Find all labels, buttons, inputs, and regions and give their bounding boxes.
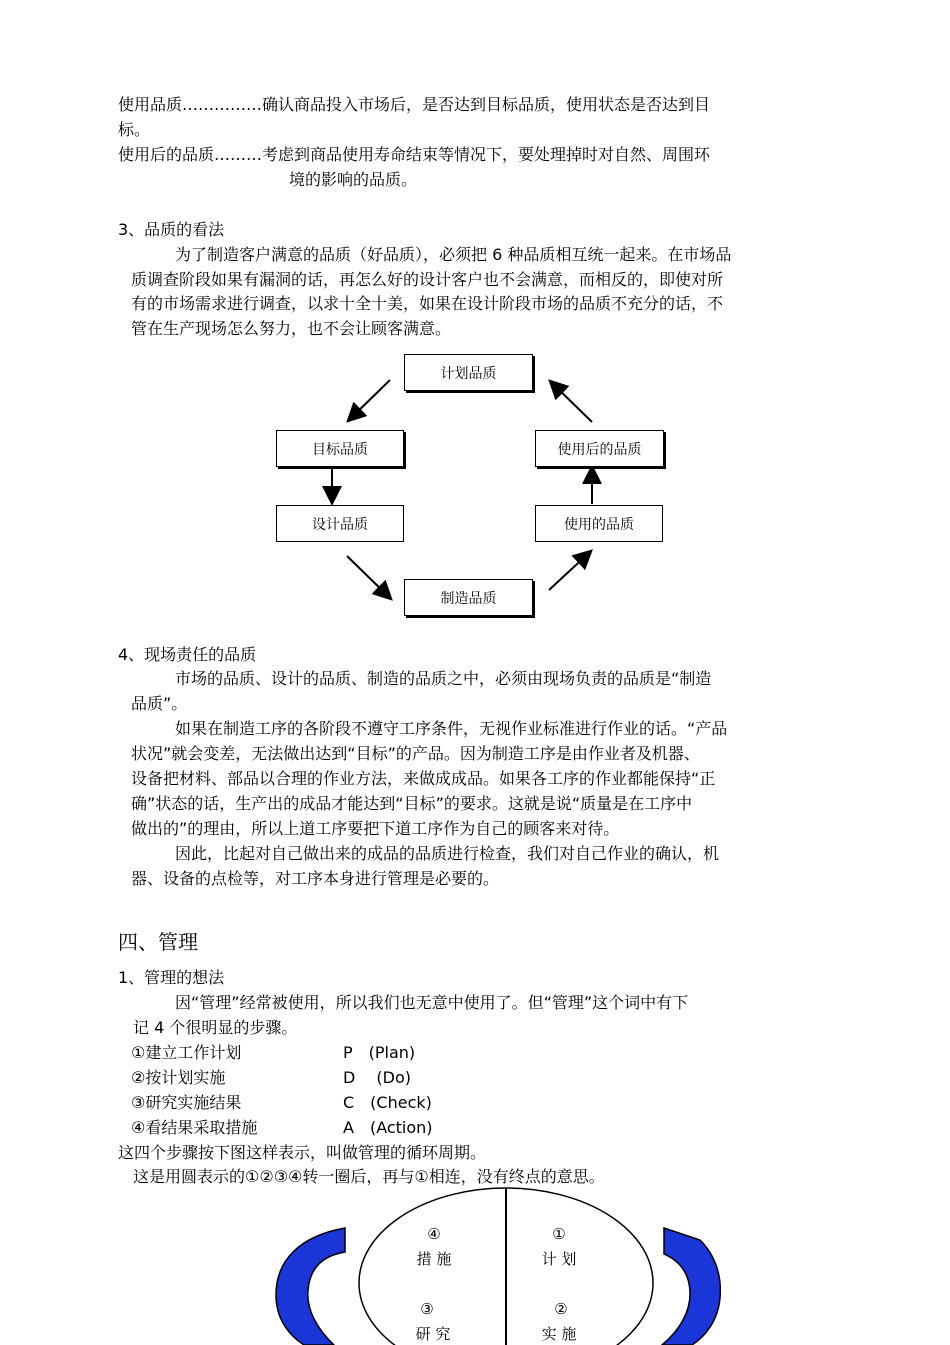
step-3-code: C (Check) (343, 1093, 432, 1112)
pdca-q1-number: ① (552, 1225, 566, 1243)
box-plan-quality: 计划品质 (404, 354, 533, 391)
box-target-quality: 目标品质 (276, 430, 404, 467)
step-1-code: P (Plan) (343, 1043, 416, 1062)
section-3-line-1: 为了制造客户满意的品质（好品质），必须把 6 种品质相互统一起来。在市场品 (175, 245, 732, 264)
pdca-q2-label: 实 施 (541, 1325, 577, 1343)
section-3-line-2: 质调查阶段如果有漏洞的话，再怎么好的设计客户也不会满意，而相反的，即使对所 (131, 270, 724, 289)
section-4-line-1: 市场的品质、设计的品质、制造的品质之中，必须由现场负责的品质是“制造 (175, 669, 712, 688)
box-manufacturing-quality: 制造品质 (404, 579, 533, 616)
management-intro-line-2: 记 4 个很明显的步骤。 (133, 1018, 298, 1037)
pdca-q4-number: ④ (427, 1225, 441, 1243)
use-quality-line-1: 使用品质……………确认商品投入市场后，是否达到目标品质，使用状态是否达到目 (118, 95, 711, 114)
step-2-code: D (Do) (343, 1068, 412, 1087)
section-4-line-8: 因此，比起对自己做出来的成品的品质进行检查，我们对自己作业的确认，机 (175, 844, 720, 863)
after-use-quality-line-1: 使用后的品质………考虑到商品使用寿命结束等情况下，要处理掉时对自然、周围环 (118, 145, 711, 164)
box-after-use-quality: 使用后的品质 (535, 430, 664, 467)
chapter-4-title: 四、管理 (118, 930, 198, 954)
management-heading: 1、管理的想法 (118, 968, 225, 987)
section-4-line-9: 器、设备的点检等，对工序本身进行管理是必要的。 (131, 869, 500, 888)
cycle-description-line-2: 这是用圆表示的①②③④转一圈后，再与①相连，没有终点的意思。 (133, 1167, 605, 1186)
step-4-label: ④看结果采取措施 (131, 1118, 258, 1137)
pdca-q2-number: ② (554, 1300, 568, 1318)
section-4-line-7: 做出的”的理由，所以上道工序要把下道工序作为自己的顾客来对待。 (131, 819, 620, 838)
pdca-q3-label: 研 究 (415, 1325, 451, 1343)
section-4-line-4: 状况”就会变差，无法做出达到“目标”的产品。因为制造工序是由作业者及机器、 (131, 744, 700, 763)
after-use-quality-line-2: 境的影响的品质。 (289, 170, 418, 189)
pdca-q1-label: 计 划 (541, 1250, 577, 1268)
section-3-line-4: 管在生产现场怎么努力，也不会让顾客满意。 (131, 319, 452, 338)
pdca-q4-label: 措 施 (416, 1250, 452, 1268)
step-3-label: ③研究实施结果 (131, 1093, 242, 1112)
section-3-line-3: 有的市场需求进行调查，以求十全十美，如果在设计阶段市场的品质不充分的话，不 (131, 294, 724, 313)
section-4-heading: 4、现场责任的品质 (118, 645, 257, 664)
management-intro-line-1: 因“管理”经常被使用，所以我们也无意中使用了。但“管理”这个词中有下 (175, 993, 689, 1012)
left-blue-arrow-icon (276, 1228, 345, 1345)
section-4-line-3: 如果在制造工序的各阶段不遵守工序条件，无视作业标准进行作业的话。“产品 (175, 719, 728, 738)
section-4-line-5: 设备把材料、部品以合理的作业方法，来做成成品。如果各工序的作业都能保持“正 (131, 769, 716, 788)
right-blue-arrow-icon (662, 1228, 720, 1345)
box-in-use-quality: 使用的品质 (535, 505, 663, 542)
section-4-line-6: 确”状态的话，生产出的成品才能达到“目标”的要求。这就是说“质量是在工序中 (131, 794, 693, 813)
cycle-description-line-1: 这四个步骤按下图这样表示，叫做管理的循环周期。 (118, 1143, 487, 1162)
step-2-label: ②按计划实施 (131, 1068, 226, 1087)
box-design-quality: 设计品质 (276, 505, 404, 542)
step-1-label: ①建立工作计划 (131, 1043, 242, 1062)
section-4-line-2: 品质”。 (131, 694, 188, 713)
use-quality-line-2: 标。 (118, 120, 151, 139)
section-3-heading: 3、品质的看法 (118, 220, 225, 239)
pdca-q3-number: ③ (420, 1300, 434, 1318)
step-4-code: A (Action) (343, 1118, 433, 1137)
